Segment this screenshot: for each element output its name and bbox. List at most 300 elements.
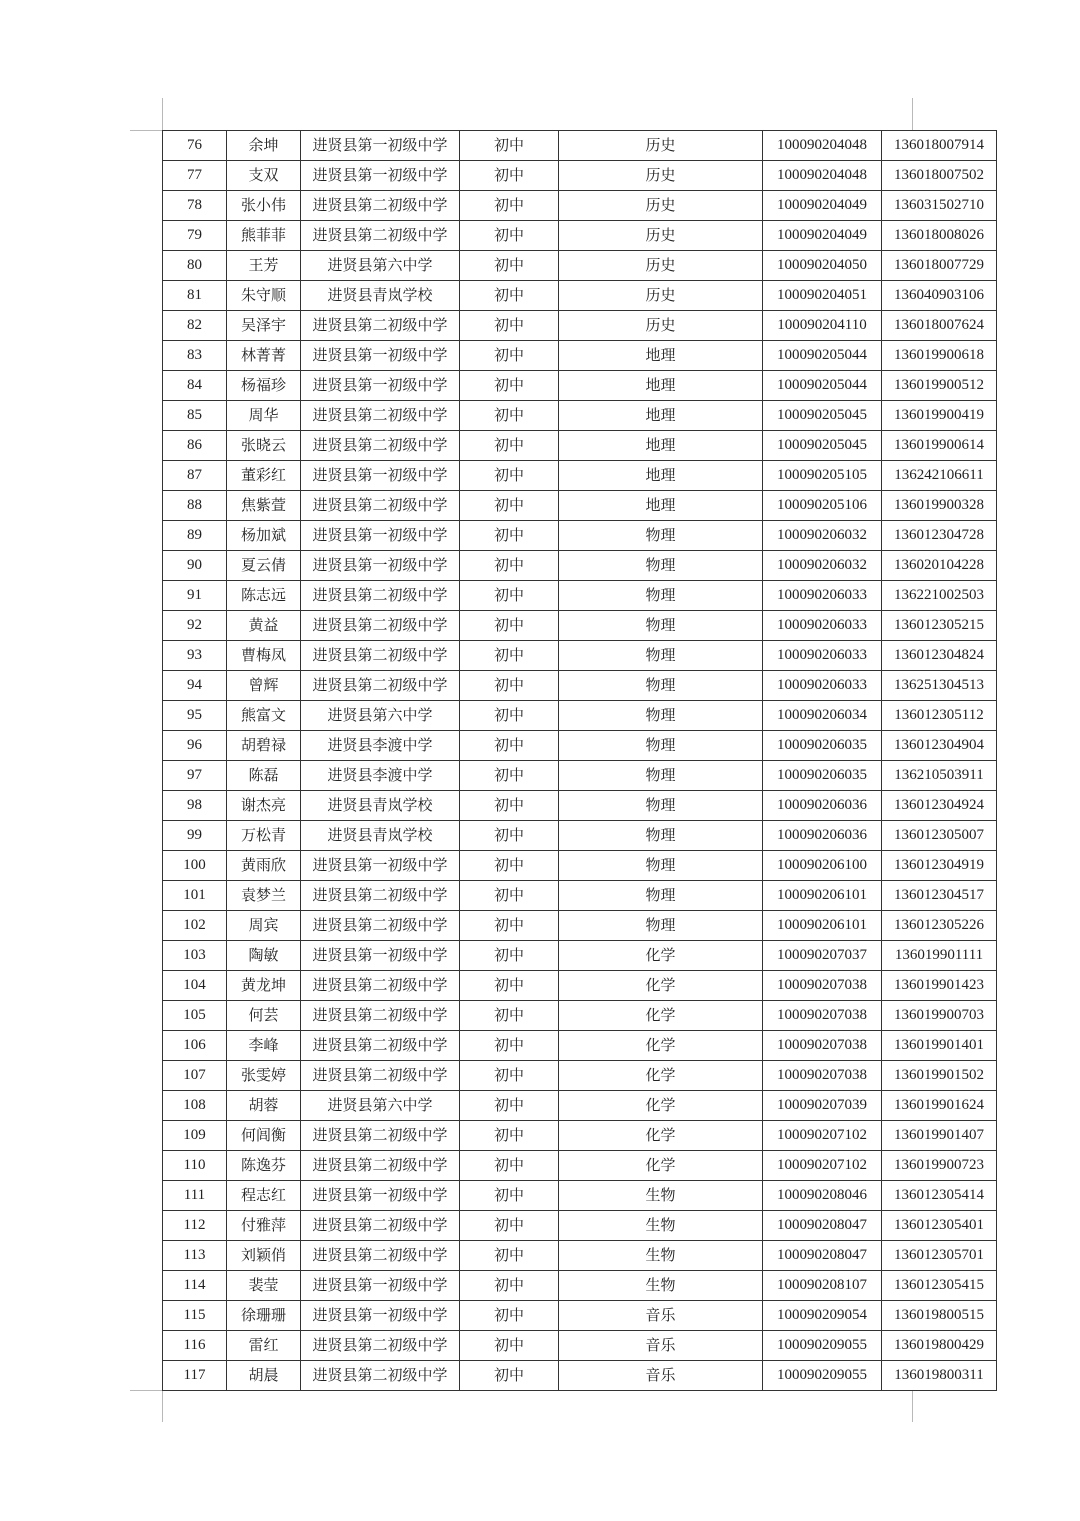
position-code-cell: 100090206033	[763, 671, 882, 701]
row-number-cell: 80	[163, 251, 227, 281]
position-code-cell: 100090204049	[763, 221, 882, 251]
subject-cell: 生物	[559, 1241, 763, 1271]
table-row	[163, 491, 997, 521]
school-level-cell: 初中	[460, 461, 559, 491]
school-name-cell: 进贤县第一初级中学	[301, 1271, 460, 1301]
ticket-number-cell: 136012304904	[882, 731, 997, 761]
position-code-cell: 100090207038	[763, 1061, 882, 1091]
school-name-cell: 进贤县第一初级中学	[301, 341, 460, 371]
school-level-cell: 初中	[460, 521, 559, 551]
row-number-cell: 95	[163, 701, 227, 731]
school-level-cell: 初中	[460, 1091, 559, 1121]
school-name-cell: 进贤县第二初级中学	[301, 1361, 460, 1391]
table-row	[163, 851, 997, 881]
school-level-cell: 初中	[460, 1301, 559, 1331]
candidate-name-cell: 周华	[227, 401, 301, 431]
table-row	[163, 1181, 997, 1211]
school-level-cell: 初中	[460, 971, 559, 1001]
position-code-cell: 100090205106	[763, 491, 882, 521]
table-row	[163, 821, 997, 851]
school-level-cell: 初中	[460, 311, 559, 341]
row-number-cell: 93	[163, 641, 227, 671]
row-number-cell: 94	[163, 671, 227, 701]
table-row	[163, 161, 997, 191]
table-row	[163, 1061, 997, 1091]
candidate-name-cell: 何闾衡	[227, 1121, 301, 1151]
position-code-cell: 100090206034	[763, 701, 882, 731]
school-name-cell: 进贤县第二初级中学	[301, 1151, 460, 1181]
table-row	[163, 341, 997, 371]
subject-cell: 化学	[559, 941, 763, 971]
ticket-number-cell: 136019800515	[882, 1301, 997, 1331]
ticket-number-cell: 136019900512	[882, 371, 997, 401]
position-code-cell: 100090204110	[763, 311, 882, 341]
school-name-cell: 进贤县第二初级中学	[301, 1001, 460, 1031]
subject-cell: 音乐	[559, 1361, 763, 1391]
row-number-cell: 88	[163, 491, 227, 521]
ticket-number-cell: 136012305401	[882, 1211, 997, 1241]
ticket-number-cell: 136031502710	[882, 191, 997, 221]
candidate-name-cell: 曾辉	[227, 671, 301, 701]
row-number-cell: 90	[163, 551, 227, 581]
table-row	[163, 1301, 997, 1331]
table-row	[163, 1091, 997, 1121]
subject-cell: 音乐	[559, 1301, 763, 1331]
candidate-name-cell: 夏云倩	[227, 551, 301, 581]
row-number-cell: 104	[163, 971, 227, 1001]
candidate-name-cell: 万松青	[227, 821, 301, 851]
table-row	[163, 761, 997, 791]
table-row	[163, 791, 997, 821]
ticket-number-cell: 136040903106	[882, 281, 997, 311]
row-number-cell: 109	[163, 1121, 227, 1151]
position-code-cell: 100090204051	[763, 281, 882, 311]
position-code-cell: 100090207102	[763, 1121, 882, 1151]
school-name-cell: 进贤县第六中学	[301, 1091, 460, 1121]
position-code-cell: 100090207102	[763, 1151, 882, 1181]
ticket-number-cell: 136210503911	[882, 761, 997, 791]
candidate-name-cell: 刘颖俏	[227, 1241, 301, 1271]
table-row	[163, 551, 997, 581]
school-level-cell: 初中	[460, 1241, 559, 1271]
table-row	[163, 131, 997, 161]
subject-cell: 历史	[559, 311, 763, 341]
subject-cell: 化学	[559, 1061, 763, 1091]
school-name-cell: 进贤县青岚学校	[301, 281, 460, 311]
recruitment-roster-table	[162, 130, 997, 1391]
school-level-cell: 初中	[460, 1151, 559, 1181]
candidate-name-cell: 张雯婷	[227, 1061, 301, 1091]
crop-mark-top-left	[162, 98, 163, 130]
school-name-cell: 进贤县青岚学校	[301, 821, 460, 851]
row-number-cell: 99	[163, 821, 227, 851]
position-code-cell: 100090206035	[763, 731, 882, 761]
row-number-cell: 84	[163, 371, 227, 401]
row-number-cell: 103	[163, 941, 227, 971]
school-level-cell: 初中	[460, 1181, 559, 1211]
table-row	[163, 701, 997, 731]
table-row	[163, 221, 997, 251]
school-name-cell: 进贤县第六中学	[301, 701, 460, 731]
position-code-cell: 100090205045	[763, 401, 882, 431]
candidate-name-cell: 黄龙坤	[227, 971, 301, 1001]
subject-cell: 生物	[559, 1181, 763, 1211]
subject-cell: 地理	[559, 401, 763, 431]
table-row	[163, 641, 997, 671]
candidate-name-cell: 杨福珍	[227, 371, 301, 401]
school-level-cell: 初中	[460, 1331, 559, 1361]
subject-cell: 地理	[559, 341, 763, 371]
school-name-cell: 进贤县第二初级中学	[301, 581, 460, 611]
table-row	[163, 1211, 997, 1241]
subject-cell: 化学	[559, 1001, 763, 1031]
subject-cell: 历史	[559, 221, 763, 251]
row-number-cell: 117	[163, 1361, 227, 1391]
subject-cell: 化学	[559, 1031, 763, 1061]
row-number-cell: 113	[163, 1241, 227, 1271]
table-row	[163, 971, 997, 1001]
school-name-cell: 进贤县第二初级中学	[301, 1211, 460, 1241]
ticket-number-cell: 136019901401	[882, 1031, 997, 1061]
school-name-cell: 进贤县第一初级中学	[301, 851, 460, 881]
candidate-name-cell: 付雅萍	[227, 1211, 301, 1241]
table-row	[163, 1001, 997, 1031]
row-number-cell: 111	[163, 1181, 227, 1211]
table-row	[163, 671, 997, 701]
row-number-cell: 112	[163, 1211, 227, 1241]
school-level-cell: 初中	[460, 791, 559, 821]
subject-cell: 化学	[559, 1151, 763, 1181]
school-level-cell: 初中	[460, 941, 559, 971]
subject-cell: 物理	[559, 821, 763, 851]
school-level-cell: 初中	[460, 701, 559, 731]
school-name-cell: 进贤县第一初级中学	[301, 551, 460, 581]
position-code-cell: 100090206036	[763, 821, 882, 851]
school-level-cell: 初中	[460, 851, 559, 881]
school-level-cell: 初中	[460, 251, 559, 281]
school-level-cell: 初中	[460, 1031, 559, 1061]
ticket-number-cell: 136019901502	[882, 1061, 997, 1091]
ticket-number-cell: 136012305701	[882, 1241, 997, 1271]
row-number-cell: 87	[163, 461, 227, 491]
school-name-cell: 进贤县第一初级中学	[301, 131, 460, 161]
position-code-cell: 100090204048	[763, 161, 882, 191]
crop-mark-bottom-left-horizontal	[130, 1390, 162, 1391]
subject-cell: 历史	[559, 131, 763, 161]
candidate-name-cell: 黄雨欣	[227, 851, 301, 881]
school-name-cell: 进贤县第二初级中学	[301, 671, 460, 701]
ticket-number-cell: 136251304513	[882, 671, 997, 701]
subject-cell: 地理	[559, 491, 763, 521]
ticket-number-cell: 136019900618	[882, 341, 997, 371]
crop-mark-bottom-left	[162, 1390, 163, 1422]
candidate-name-cell: 陈志远	[227, 581, 301, 611]
subject-cell: 地理	[559, 461, 763, 491]
school-name-cell: 进贤县第二初级中学	[301, 401, 460, 431]
school-name-cell: 进贤县第二初级中学	[301, 1061, 460, 1091]
ticket-number-cell: 136012304924	[882, 791, 997, 821]
school-level-cell: 初中	[460, 1361, 559, 1391]
ticket-number-cell: 136019900328	[882, 491, 997, 521]
school-name-cell: 进贤县第一初级中学	[301, 371, 460, 401]
row-number-cell: 92	[163, 611, 227, 641]
candidate-name-cell: 胡晨	[227, 1361, 301, 1391]
table-row	[163, 1241, 997, 1271]
school-name-cell: 进贤县第二初级中学	[301, 1241, 460, 1271]
row-number-cell: 114	[163, 1271, 227, 1301]
school-level-cell: 初中	[460, 761, 559, 791]
position-code-cell: 100090207039	[763, 1091, 882, 1121]
row-number-cell: 116	[163, 1331, 227, 1361]
ticket-number-cell: 136012305215	[882, 611, 997, 641]
position-code-cell: 100090204049	[763, 191, 882, 221]
candidate-name-cell: 谢杰亮	[227, 791, 301, 821]
subject-cell: 历史	[559, 251, 763, 281]
school-name-cell: 进贤县第一初级中学	[301, 941, 460, 971]
position-code-cell: 100090206032	[763, 551, 882, 581]
school-level-cell: 初中	[460, 221, 559, 251]
candidate-name-cell: 陈逸芬	[227, 1151, 301, 1181]
table-row	[163, 581, 997, 611]
ticket-number-cell: 136221002503	[882, 581, 997, 611]
table-row	[163, 881, 997, 911]
row-number-cell: 110	[163, 1151, 227, 1181]
school-level-cell: 初中	[460, 161, 559, 191]
school-name-cell: 进贤县第一初级中学	[301, 1301, 460, 1331]
school-name-cell: 进贤县第一初级中学	[301, 1181, 460, 1211]
position-code-cell: 100090205045	[763, 431, 882, 461]
row-number-cell: 115	[163, 1301, 227, 1331]
school-level-cell: 初中	[460, 821, 559, 851]
ticket-number-cell: 136012305414	[882, 1181, 997, 1211]
ticket-number-cell: 136019900614	[882, 431, 997, 461]
table-row	[163, 1271, 997, 1301]
position-code-cell: 100090208047	[763, 1241, 882, 1271]
candidate-name-cell: 张晓云	[227, 431, 301, 461]
table-row	[163, 1031, 997, 1061]
ticket-number-cell: 136242106611	[882, 461, 997, 491]
school-name-cell: 进贤县第二初级中学	[301, 311, 460, 341]
subject-cell: 物理	[559, 791, 763, 821]
school-name-cell: 进贤县第二初级中学	[301, 971, 460, 1001]
subject-cell: 物理	[559, 671, 763, 701]
candidate-name-cell: 朱守顺	[227, 281, 301, 311]
candidate-name-cell: 周宾	[227, 911, 301, 941]
ticket-number-cell: 136019901407	[882, 1121, 997, 1151]
candidate-name-cell: 杨加斌	[227, 521, 301, 551]
school-name-cell: 进贤县第二初级中学	[301, 1121, 460, 1151]
ticket-number-cell: 136019901624	[882, 1091, 997, 1121]
ticket-number-cell: 136018007502	[882, 161, 997, 191]
position-code-cell: 100090207038	[763, 971, 882, 1001]
row-number-cell: 107	[163, 1061, 227, 1091]
candidate-name-cell: 胡蓉	[227, 1091, 301, 1121]
position-code-cell: 100090206101	[763, 911, 882, 941]
school-level-cell: 初中	[460, 371, 559, 401]
position-code-cell: 100090205105	[763, 461, 882, 491]
school-level-cell: 初中	[460, 911, 559, 941]
candidate-name-cell: 袁梦兰	[227, 881, 301, 911]
subject-cell: 化学	[559, 1091, 763, 1121]
row-number-cell: 108	[163, 1091, 227, 1121]
candidate-name-cell: 林菁菁	[227, 341, 301, 371]
position-code-cell: 100090206033	[763, 581, 882, 611]
subject-cell: 地理	[559, 371, 763, 401]
position-code-cell: 100090205044	[763, 371, 882, 401]
ticket-number-cell: 136012304517	[882, 881, 997, 911]
table-row	[163, 431, 997, 461]
school-level-cell: 初中	[460, 491, 559, 521]
subject-cell: 物理	[559, 551, 763, 581]
subject-cell: 物理	[559, 881, 763, 911]
subject-cell: 化学	[559, 1121, 763, 1151]
subject-cell: 地理	[559, 431, 763, 461]
position-code-cell: 100090209055	[763, 1331, 882, 1361]
row-number-cell: 81	[163, 281, 227, 311]
row-number-cell: 101	[163, 881, 227, 911]
ticket-number-cell: 136012305112	[882, 701, 997, 731]
table-row	[163, 1121, 997, 1151]
table-row	[163, 311, 997, 341]
subject-cell: 历史	[559, 281, 763, 311]
subject-cell: 物理	[559, 611, 763, 641]
row-number-cell: 105	[163, 1001, 227, 1031]
row-number-cell: 86	[163, 431, 227, 461]
school-level-cell: 初中	[460, 881, 559, 911]
ticket-number-cell: 136012304919	[882, 851, 997, 881]
school-level-cell: 初中	[460, 551, 559, 581]
position-code-cell: 100090206035	[763, 761, 882, 791]
position-code-cell: 100090206100	[763, 851, 882, 881]
subject-cell: 历史	[559, 191, 763, 221]
school-name-cell: 进贤县第二初级中学	[301, 611, 460, 641]
position-code-cell: 100090206032	[763, 521, 882, 551]
school-level-cell: 初中	[460, 191, 559, 221]
ticket-number-cell: 136019901111	[882, 941, 997, 971]
candidate-name-cell: 程志红	[227, 1181, 301, 1211]
crop-mark-top-right	[912, 98, 913, 130]
row-number-cell: 82	[163, 311, 227, 341]
candidate-name-cell: 何芸	[227, 1001, 301, 1031]
row-number-cell: 96	[163, 731, 227, 761]
row-number-cell: 102	[163, 911, 227, 941]
school-name-cell: 进贤县第二初级中学	[301, 881, 460, 911]
position-code-cell: 100090205044	[763, 341, 882, 371]
row-number-cell: 89	[163, 521, 227, 551]
row-number-cell: 76	[163, 131, 227, 161]
candidate-name-cell: 陈磊	[227, 761, 301, 791]
subject-cell: 物理	[559, 581, 763, 611]
school-level-cell: 初中	[460, 281, 559, 311]
candidate-name-cell: 曹梅凤	[227, 641, 301, 671]
subject-cell: 物理	[559, 641, 763, 671]
row-number-cell: 79	[163, 221, 227, 251]
crop-mark-bottom-right	[912, 1390, 913, 1422]
table-row	[163, 1331, 997, 1361]
subject-cell: 化学	[559, 971, 763, 1001]
subject-cell: 生物	[559, 1271, 763, 1301]
position-code-cell: 100090209055	[763, 1361, 882, 1391]
ticket-number-cell: 136019800429	[882, 1331, 997, 1361]
school-name-cell: 进贤县第一初级中学	[301, 161, 460, 191]
school-level-cell: 初中	[460, 641, 559, 671]
school-level-cell: 初中	[460, 1061, 559, 1091]
school-level-cell: 初中	[460, 1121, 559, 1151]
ticket-number-cell: 136018007914	[882, 131, 997, 161]
row-number-cell: 77	[163, 161, 227, 191]
ticket-number-cell: 136018007624	[882, 311, 997, 341]
candidate-name-cell: 徐珊珊	[227, 1301, 301, 1331]
position-code-cell: 100090208046	[763, 1181, 882, 1211]
roster-body	[163, 131, 997, 1391]
row-number-cell: 83	[163, 341, 227, 371]
table-row	[163, 191, 997, 221]
row-number-cell: 98	[163, 791, 227, 821]
position-code-cell: 100090207038	[763, 1031, 882, 1061]
candidate-name-cell: 吴泽宇	[227, 311, 301, 341]
candidate-name-cell: 王芳	[227, 251, 301, 281]
subject-cell: 音乐	[559, 1331, 763, 1361]
table-row	[163, 401, 997, 431]
school-level-cell: 初中	[460, 1211, 559, 1241]
subject-cell: 生物	[559, 1211, 763, 1241]
candidate-name-cell: 雷红	[227, 1331, 301, 1361]
school-name-cell: 进贤县第一初级中学	[301, 521, 460, 551]
table-row	[163, 731, 997, 761]
subject-cell: 历史	[559, 161, 763, 191]
ticket-number-cell: 136019901423	[882, 971, 997, 1001]
candidate-name-cell: 黄益	[227, 611, 301, 641]
candidate-name-cell: 焦紫萱	[227, 491, 301, 521]
table-row	[163, 371, 997, 401]
ticket-number-cell: 136019900419	[882, 401, 997, 431]
ticket-number-cell: 136012305415	[882, 1271, 997, 1301]
school-level-cell: 初中	[460, 401, 559, 431]
table-row	[163, 251, 997, 281]
row-number-cell: 100	[163, 851, 227, 881]
position-code-cell: 100090206033	[763, 611, 882, 641]
school-name-cell: 进贤县第二初级中学	[301, 641, 460, 671]
crop-mark-top-left-horizontal	[130, 130, 162, 131]
table-row	[163, 521, 997, 551]
position-code-cell: 100090209054	[763, 1301, 882, 1331]
subject-cell: 物理	[559, 761, 763, 791]
school-name-cell: 进贤县青岚学校	[301, 791, 460, 821]
candidate-name-cell: 熊富文	[227, 701, 301, 731]
subject-cell: 物理	[559, 731, 763, 761]
table-row	[163, 911, 997, 941]
candidate-name-cell: 李峰	[227, 1031, 301, 1061]
ticket-number-cell: 136020104228	[882, 551, 997, 581]
candidate-name-cell: 支双	[227, 161, 301, 191]
row-number-cell: 78	[163, 191, 227, 221]
candidate-name-cell: 胡碧禄	[227, 731, 301, 761]
row-number-cell: 85	[163, 401, 227, 431]
school-name-cell: 进贤县第六中学	[301, 251, 460, 281]
subject-cell: 物理	[559, 701, 763, 731]
school-name-cell: 进贤县第二初级中学	[301, 1031, 460, 1061]
ticket-number-cell: 136012305226	[882, 911, 997, 941]
position-code-cell: 100090204050	[763, 251, 882, 281]
position-code-cell: 100090207037	[763, 941, 882, 971]
school-name-cell: 进贤县李渡中学	[301, 761, 460, 791]
school-level-cell: 初中	[460, 581, 559, 611]
position-code-cell: 100090207038	[763, 1001, 882, 1031]
table-row	[163, 1361, 997, 1391]
school-level-cell: 初中	[460, 611, 559, 641]
position-code-cell: 100090208047	[763, 1211, 882, 1241]
ticket-number-cell: 136012304728	[882, 521, 997, 551]
